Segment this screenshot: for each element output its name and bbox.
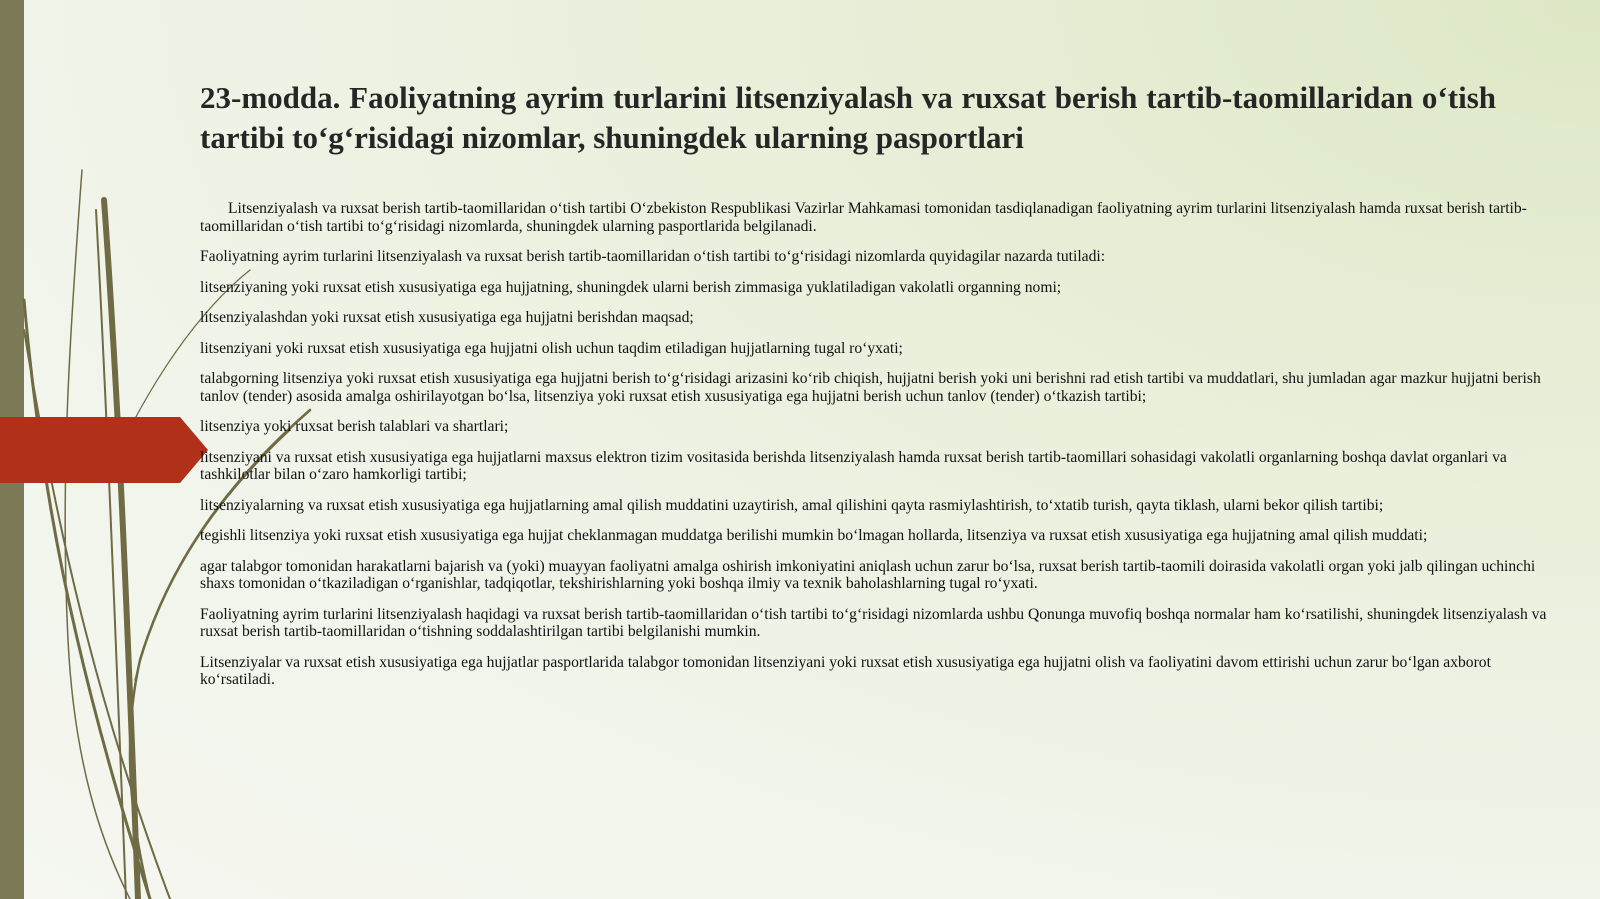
paragraph-other-norms: Faoliyatning ayrim turlarini litsenziyalash haqidagi va ruxsat berish tartib-taomillaridan o‘tish tartibi to‘g‘risidagi nizomlarda ushbu Qonunga muvofiq boshqa normalar ham ko‘rsatilishi, shuningdek litsenziyalash va ruxsat berish tartib-taomillaridan o‘tishning soddalashtirilgan tartibi belgilanishi mumkin.	[200, 605, 1547, 640]
list-item: litsenziyani va ruxsat etish xususiyatiga ega hujjatlarni maxsus elektron tizim vositasida berishda litsenziyalash hamda ruxsat berish tartib-taomillari sohasidagi vakolatli organlarning boshqa davlat organlari va tashkilotlar bilan o‘zaro hamkorligi tartibi;	[200, 448, 1507, 483]
list-item: litsenziya yoki ruxsat berish talablari va shartlari;	[200, 418, 509, 435]
paragraph-provisions-lead: Faoliyatning ayrim turlarini litsenziyalash va ruxsat berish tartib-taomillaridan o‘tish tartibi to‘g‘risidagi nizomlarda quyidagilar nazarda tutiladi:	[200, 248, 1106, 265]
list-item: litsenziyalarning va ruxsat etish xususiyatiga ega hujjatlarning amal qilish muddatini uzaytirish, amal qilishini qayta rasmiylashtirish, to‘xtatib turish, qayta tiklash, ularni bekor qilish tartibi;	[200, 496, 1384, 514]
list-item: tegishli litsenziya yoki ruxsat etish xususiyatiga ega hujjat cheklanmagan muddatga berilishi mumkin bo‘lmagan hollarda, litsenziya va ruxsat etish xususiyatiga ega hujjatning amal qilish muddati;	[200, 527, 1428, 544]
deco-curve-1	[24, 300, 150, 899]
red-arrow-shape	[0, 417, 210, 483]
paragraph-passports: Litsenziyalar va ruxsat etish xususiyatiga ega hujjatlar pasportlarida talabgor tomonidan litsenziyani yoki ruxsat etish xususiyatiga ega hujjatni olish va faoliyatini davom ettirishi uchun zarur bo‘lgan axborot ko‘rsatiladi.	[200, 653, 1491, 688]
list-item: agar talabgor tomonidan harakatlarni bajarish va (yoki) muayyan faoliyatni amalga oshirish imkoniyatini aniqlash uchun zarur bo‘lsa, ruxsat berish tartib-taomili doirasida vakolatli organ yoki jalb qilingan uchinchi shaxs tomonidan o‘tkaziladigan o‘rganishlar, tadqiqotlar, tekshirishlarning yoki boshqa ilmiy va texnik baholashlarning tugal ro‘yxati.	[200, 557, 1536, 592]
list-item: litsenziyani yoki ruxsat etish xususiyatiga ega hujjatni olish uchun taqdim etiladigan hujjatlarning tugal ro‘yxati;	[200, 339, 903, 357]
list-item: litsenziyalashdan yoki ruxsat etish xususiyatiga ega hujjatni berishdan maqsad;	[200, 309, 694, 326]
list-item: talabgorning litsenziya yoki ruxsat etish xususiyatiga ega hujjatni berish to‘g‘risidagi arizasini ko‘rib chiqish, hujjatni berish yoki uni berishni rad etish tartibi va muddatlari, shu jumladan agar mazkur hujjatni berish tanlov (tender) asosida amalga oshirilayotgan bo‘lsa, litsenziya yoki ruxsat etish xususiyatiga ega hujjatni berish uchun tanlov (tender) o‘tkazish tartibi;	[200, 370, 1541, 405]
slide-content	[200, 200, 1560, 702]
deco-curve-2	[24, 330, 170, 899]
paragraph-intro: Litsenziyalash va ruxsat berish tartib-taomillaridan o‘tish tartibi O‘zbekiston Respublikasi Vazirlar Mahkamasi tomonidan tasdiqlanadigan faoliyatning ayrim turlarini litsenziyalash hamda ruxsat berish tartib-taomillaridan o‘tish tartibi to‘g‘risidagi nizomlarda, shuningdek ularning pasportlarida belgilanadi.	[200, 200, 1527, 235]
list-item: litsenziyaning yoki ruxsat etish xususiyatiga ega hujjatning, shuningdek ularni berish zimmasiga yuklatiladigan vakolatli organning nomi;	[200, 278, 1062, 296]
slide-title: 23-modda. Faoliyatning ayrim turlarini litsenziyalash va ruxsat berish tartib-taomillaridan o‘tish tartibi to‘g‘risidagi nizomlar, shuningdek ularning pasportlari	[200, 80, 1496, 155]
